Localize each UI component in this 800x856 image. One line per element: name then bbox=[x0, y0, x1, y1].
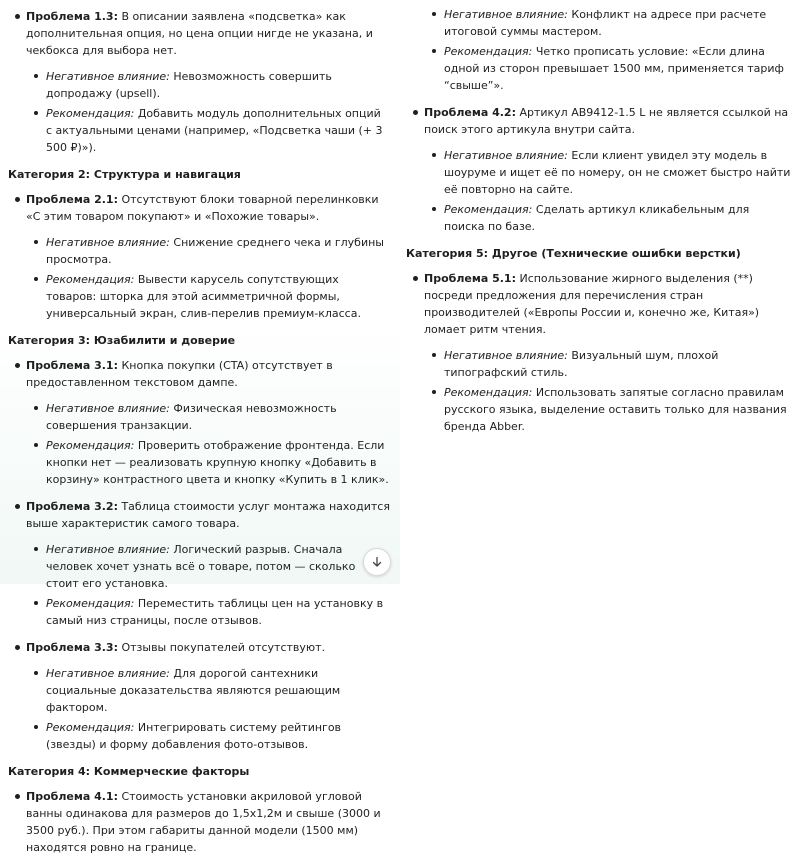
problem-item bbox=[8, 191, 390, 322]
bullet-dot-icon bbox=[432, 390, 436, 394]
recommendation-label: Рекомендация: bbox=[46, 439, 135, 452]
bullet-dot-icon bbox=[15, 794, 20, 799]
arrow-down-icon bbox=[371, 556, 383, 568]
negative-impact-label: Негативное влияние: bbox=[46, 236, 170, 249]
problem-description: Отзывы покупателей отсутствуют. bbox=[117, 641, 326, 654]
problem-label: Проблема 1.3: bbox=[26, 10, 118, 23]
recommendation-text: Сделать артикул кликабельным для поиска по базе. bbox=[444, 203, 750, 233]
negative-impact-text: Конфликт на адресе при расчете итоговой суммы мастером. bbox=[444, 8, 767, 38]
negative-impact-item bbox=[26, 665, 390, 716]
bullet-dot-icon bbox=[34, 671, 38, 675]
category-heading: Категория 3: Юзабилити и доверие bbox=[8, 334, 236, 347]
recommendation-label: Рекомендация: bbox=[444, 45, 533, 58]
problem-item bbox=[8, 357, 390, 488]
bullet-dot-icon bbox=[432, 207, 436, 211]
bullet-dot-icon bbox=[34, 277, 38, 281]
problem-item bbox=[406, 270, 792, 435]
problem-description: Таблица стоимости услуг монтажа находится выше характеристик самого товара. bbox=[26, 500, 390, 530]
recommendation-label: Рекомендация: bbox=[444, 386, 533, 399]
bullet-dot-icon bbox=[15, 197, 20, 202]
negative-impact-item bbox=[26, 541, 390, 592]
scroll-down-button[interactable] bbox=[363, 548, 391, 576]
negative-impact-item bbox=[26, 400, 390, 434]
negative-impact-item bbox=[26, 68, 390, 102]
recommendation-item bbox=[26, 595, 390, 629]
problem-description: Кнопка покупки (CTA) отсутствует в предоставленном текстовом дампе. bbox=[26, 359, 333, 389]
problem-item bbox=[8, 639, 390, 753]
bullet-dot-icon bbox=[34, 74, 38, 78]
negative-impact-text: Логический разрыв. Сначала человек хочет узнать всё о товаре, потом — сколько стоит его установка. bbox=[46, 543, 356, 590]
category-heading: Категория 5: Другое (Технические ошибки верстки) bbox=[406, 247, 741, 260]
problem-label: Проблема 2.1: bbox=[26, 193, 118, 206]
recommendation-item bbox=[26, 105, 390, 156]
negative-impact-label: Негативное влияние: bbox=[444, 349, 568, 362]
negative-impact-label: Негативное влияние: bbox=[46, 402, 170, 415]
recommendation-label: Рекомендация: bbox=[46, 721, 135, 734]
recommendation-item bbox=[424, 43, 792, 94]
bullet-dot-icon bbox=[15, 645, 20, 650]
recommendation-item bbox=[26, 437, 390, 488]
recommendation-text: Добавить модуль дополнительных опций с актуальными ценами (например, «Подсветка чаши (+ 3 500 ₽)»). bbox=[46, 107, 383, 154]
bullet-dot-icon bbox=[34, 240, 38, 244]
right-content bbox=[400, 0, 800, 435]
bullet-dot-icon bbox=[413, 110, 418, 115]
problem-text bbox=[26, 8, 390, 59]
problem-item bbox=[406, 104, 792, 235]
bullet-dot-icon bbox=[34, 725, 38, 729]
negative-impact-item bbox=[424, 147, 792, 198]
recommendation-text: Четко прописать условие: «Если длина одной из сторон превышает 1500 мм, применяется тариф “свыше”». bbox=[444, 45, 784, 92]
bullet-dot-icon bbox=[34, 547, 38, 551]
bullet-dot-icon bbox=[15, 363, 20, 368]
negative-impact-text: Если клиент увидел эту модель в шоуруме и ищет её по номеру, он не сможет быстро найти её повторно на сайте. bbox=[444, 149, 791, 196]
problem-item bbox=[8, 788, 390, 856]
recommendation-label: Рекомендация: bbox=[444, 203, 533, 216]
problem-description: Стоимость установки акриловой угловой ванны одинакова для размеров до 1,5х1,2м и свыше (3000 и 3500 руб.). При этом габариты данной модели (1500 мм) находятся ровно на границе. bbox=[26, 790, 381, 854]
left-column bbox=[0, 0, 400, 854]
problem-label: Проблема 4.2: bbox=[424, 106, 516, 119]
problem-label: Проблема 5.1: bbox=[424, 272, 516, 285]
problem-label: Проблема 3.1: bbox=[26, 359, 118, 372]
negative-impact-item bbox=[26, 234, 390, 268]
negative-impact-item bbox=[424, 347, 792, 381]
bullet-dot-icon bbox=[34, 601, 38, 605]
bullet-dot-icon bbox=[34, 406, 38, 410]
negative-impact-label: Негативное влияние: bbox=[444, 149, 568, 162]
problem-description: В описании заявлена «подсветка» как дополнительная опция, но цена опции нигде не указана, и чекбокса для выбора нет. bbox=[26, 10, 373, 57]
recommendation-item bbox=[424, 201, 792, 235]
problem-description: Отсутствуют блоки товарной перелинковки «С этим товаром покупают» и «Похожие товары». bbox=[26, 193, 379, 223]
negative-impact-text: Физическая невозможность совершения транзакции. bbox=[46, 402, 337, 432]
problem-item bbox=[8, 8, 390, 156]
negative-impact-text: Для дорогой сантехники социальные доказательства являются решающим фактором. bbox=[46, 667, 341, 714]
problem-text bbox=[424, 270, 792, 338]
bullet-dot-icon bbox=[15, 14, 20, 19]
problem-text bbox=[26, 639, 390, 656]
recommendation-text: Проверить отображение фронтенда. Если кнопки нет — реализовать крупную кнопку «Добавить в корзину» контрастного цвета и кнопку «Купить в 1 клик». bbox=[46, 439, 389, 486]
recommendation-item bbox=[26, 719, 390, 753]
problem-description: Использование жирного выделения (**) посреди предложения для перечисления стран производителей («Европы России и, конечно же, Китая») ломает ритм чтения. bbox=[424, 272, 760, 336]
problem-label: Проблема 4.1: bbox=[26, 790, 118, 803]
recommendation-label: Рекомендация: bbox=[46, 273, 135, 286]
bullet-dot-icon bbox=[432, 12, 436, 16]
problem-label: Проблема 3.3: bbox=[26, 641, 118, 654]
recommendation-text: Интегрировать систему рейтингов (звезды) и форму добавления фото-отзывов. bbox=[46, 721, 342, 751]
negative-impact-label: Негативное влияние: bbox=[46, 667, 170, 680]
negative-impact-label: Негативное влияние: bbox=[46, 543, 170, 556]
bullet-dot-icon bbox=[432, 49, 436, 53]
problem-text bbox=[26, 498, 390, 532]
problem-text bbox=[26, 788, 390, 856]
recommendation-label: Рекомендация: bbox=[46, 597, 135, 610]
recommendation-item bbox=[424, 384, 792, 435]
bullet-dot-icon bbox=[15, 504, 20, 509]
category-heading: Категория 4: Коммерческие факторы bbox=[8, 765, 250, 778]
category-heading: Категория 2: Структура и навигация bbox=[8, 168, 241, 181]
problem-description: Артикул AB9412-1.5 L не является ссылкой на поиск этого артикула внутри сайта. bbox=[424, 106, 789, 136]
negative-impact-text: Визуальный шум, плохой типографский стиль. bbox=[444, 349, 719, 379]
recommendation-label: Рекомендация: bbox=[46, 107, 135, 120]
right-column bbox=[400, 0, 800, 433]
problem-continuation bbox=[406, 6, 792, 94]
problem-text bbox=[26, 191, 390, 225]
bullet-dot-icon bbox=[432, 153, 436, 157]
problem-label: Проблема 3.2: bbox=[26, 500, 118, 513]
problem-text bbox=[26, 357, 390, 391]
negative-impact-item bbox=[424, 6, 792, 40]
negative-impact-label: Негативное влияние: bbox=[46, 70, 170, 83]
recommendation-text: Переместить таблицы цен на установку в самый низ страницы, после отзывов. bbox=[46, 597, 384, 627]
bullet-dot-icon bbox=[34, 443, 38, 447]
bullet-dot-icon bbox=[413, 276, 418, 281]
negative-impact-label: Негативное влияние: bbox=[444, 8, 568, 21]
bullet-dot-icon bbox=[34, 111, 38, 115]
bullet-dot-icon bbox=[432, 353, 436, 357]
negative-impact-text: Невозможность совершить допродажу (upsell). bbox=[46, 70, 332, 100]
problem-text bbox=[424, 104, 792, 138]
recommendation-text: Вывести карусель сопутствующих товаров: шторка для этой асимметричной формы, универсальный экран, слив-перелив премиум-класса. bbox=[46, 273, 361, 320]
recommendation-item bbox=[26, 271, 390, 322]
problem-item bbox=[8, 498, 390, 629]
recommendation-text: Использовать запятые согласно правилам русского языка, выделение оставить только для названия бренда Abber. bbox=[444, 386, 787, 433]
negative-impact-text: Снижение среднего чека и глубины просмотра. bbox=[46, 236, 384, 266]
